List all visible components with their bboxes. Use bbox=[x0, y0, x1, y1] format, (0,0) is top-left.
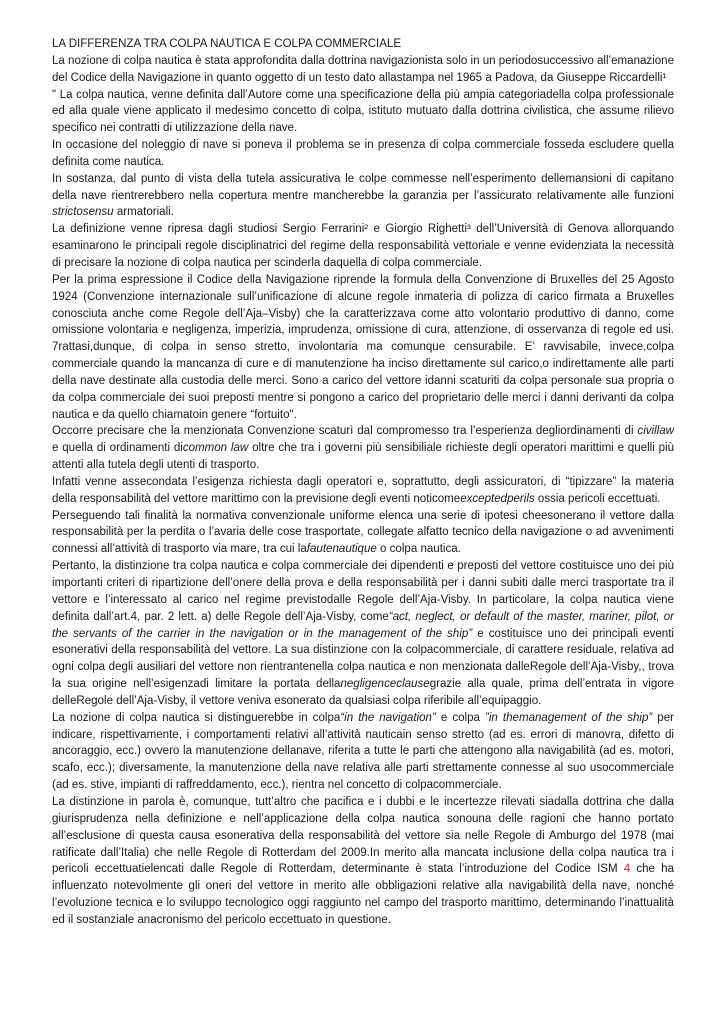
text-run: Pertanto, la distinzione tra colpa nautica e colpa commerciale dei dipendenti e preposti del vettore costituisce uno dei più importanti criteri di ripartizione dell’onere della prova e della responsabilità per i danni subiti dalle merci trasportate tra il vettore e l’interessato al carico nel regime previstodalle Regole dell’Aja-Visby. In particolare, la colpa nautica viene definita dall’art.4, par. 2 lett. a) delle Regole dell’Aja-Visby, come bbox=[52, 560, 674, 623]
text-run: grazie alla quale, prima dell’entrata in vigore delleRegole dell’Aja-Visby, il vettore veniva esonerato da qualsiasi colpa riferibile all’equipaggio. bbox=[52, 678, 674, 707]
text-run: oltre che tra i governi più sensibiliale richieste degli operatori marittimi e quelli più attenti alla tutela degli utenti di trasporto. bbox=[52, 442, 675, 472]
text-run: per indicare, rispettivamente, i comportamenti relativi all’attività nauticain senso stretto (ad es. errori di manovra, difetto di ancoraggio, ecc.) ovvero la manutenzione dellanave, riferita a tutte le parti che attengono alla navigabilità (ad es. motori, scafo, ecc.); diversamente, la manutenzione della nave relativa alle parti strettamente connesse al suo usocommerciale (ad es. stive, impianti di raffreddamento, ecc.), rientra nel concetto di colpacommerciale. bbox=[52, 711, 674, 792]
text-run: e costituisce uno dei principali eventi esonerativi della responsabilità del vettore. La sua distinzione con la colpacommerciale, di carattere residuale, relativa ad ogni colpa degli ausiliari del vettore non rientrantenella colpa nautica e non menzionata dalleRegole dell’Aja-Visby,, trova la sua origine nell’esigenzadi limitare la portata della bbox=[52, 627, 674, 691]
italic-quote: “in the navigation” bbox=[340, 711, 436, 724]
italic-quote: ”in themanagement of the ship” bbox=[485, 711, 653, 724]
paragraph bbox=[52, 558, 674, 710]
paragraph bbox=[52, 794, 674, 929]
paragraph bbox=[52, 710, 674, 794]
text-run: o colpa nautica. bbox=[376, 543, 461, 556]
text-run: La distinzione in parola è, comunque, tutt’altro che pacifica e i dubbi e le incertezze rilevati siadalla dottrina che dalla giurisprudenza nella definizione e nell’applicazione della colpa nautica sonouna delle ragioni che hanno portato all’esclusione di questa causa esonerativa della responsabilità del vettore sia nelle Regole di Amburgo del 1978 (mai ratificate dall’Italia) che nelle Regole di Rotterdam del 2009.In merito alla mancata inclusione della colpa nautica tra i pericoli eccettuatielencati dalle Regole di Rotterdam, determinante è stata l’introduzione del Codice ISM bbox=[52, 795, 674, 876]
paragraph: La nozione di colpa nautica è stata approfondita dalla dottrina navigazionista solo in un periodosuccessivo all’emanazione del Codice della Navigazione in quanto oggetto di un testo dato allastampa nel 1965 a Padova, da Giuseppe Riccardelli¹ bbox=[52, 54, 675, 84]
italic-term: civillaw bbox=[637, 425, 674, 438]
text-run: e colpa bbox=[435, 711, 486, 724]
text-run: Infatti venne assecondata l’esigenza richiesta dagli operatori e, soprattutto, degli assicuratori, di “tipizzare” la materia della responsabilità del vettore marittimo con la previsione degli eventi noticome bbox=[52, 475, 674, 505]
paragraph: " La colpa nautica, venne definita dall’Autore come una specificazione della più ampia categoriadella colpa professionale ed alla quale viene applicato il medesimo concetto di colpa, istituto mutuato dalla dottrina civilistica, che assume rilievo specifico nei contratti di utilizzazione della nave. bbox=[52, 88, 674, 135]
document-page bbox=[52, 36, 674, 929]
text-run: ossia pericoli eccettuati. bbox=[534, 492, 661, 505]
paragraph: La definizione venne ripresa dagli studiosi Sergio Ferrarini² e Giorgio Righetti³ dell’Università di Genova allorquando esaminarono le principali regole disciplinatrici del regime della responsabilità vettoriale e venne evidenziata la necessità di precisare la nozione di colpa nautica per scinderla daquella di colpa commerciale. bbox=[52, 223, 674, 269]
text-run: che ha influenzato notevolmente gli oneri del vettore in merito alle obbligazioni relative alla navigabilità della nave, nonché l’evoluzione tecnica e lo sviluppo tecnologico oggi raggiunto nel campo del trasporto marittimo, determinando l’inattualità ed il sostanziale anacronismo del pericolo eccettuato in questione. bbox=[52, 863, 674, 926]
italic-term: exceptedperils bbox=[460, 492, 535, 505]
paragraph bbox=[52, 423, 674, 474]
italic-quote: “act, neglect, or default of the master, mariner, pilot, or the servants of the carrier in the navigation or in the management of the ship” bbox=[52, 610, 674, 640]
italic-term: strictosensu bbox=[52, 206, 114, 219]
text-run: e quella di ordinamenti di bbox=[52, 442, 183, 455]
text-run: armatoriali. bbox=[113, 206, 174, 219]
text-run: La nozione di colpa nautica si distinguerebbe in colpa bbox=[52, 711, 341, 724]
text-run: Perseguendo tali finalità la normativa convenzionale uniforme elenca una serie di ipotesi cheesonerano il vettore dalla responsabilità per la perdita o l’avaria delle cose trasportate, collegate alfatto tecnico della navigazione o ad avvenimenti connessi all’attività di trasporto via mare, tra cui la bbox=[52, 509, 674, 556]
document-title: LA DIFFERENZA TRA COLPA NAUTICA E COLPA COMMERCIALE bbox=[52, 38, 402, 50]
paragraph: Per la prima espressione il Codice della Navigazione riprende la formula della Convenzione di Bruxelles del 25 Agosto 1924 (Convenzione internazionale sull’unificazione di alcune regole inmateria di polizza di carico firmata a Bruxelles conosciuta anche come Regole dell’Aja–Visby) che la caratterizzava come atto volontario produttivo di danno, come omissione volontaria e negligenza, imperizia, imprudenza, omissione di cura, attenzione, di osservanza di regole ed usi. 7rattasi,dunque, di colpa in senso stretto, involontaria ma comunque censurabile. E’ ravvisabile, invece,colpa commerciale quando la mancanza di cure e di manutenzione ha inciso direttamente sul carico,o indirettamente alle parti della nave destinate alla custodia delle merci. Sono a carico del vettore idanni scaturiti da colpa personale sua propria o da colpa commerciale dei suoi preposti mentre si pongono a carico del proprietario delle merci i danni derivanti da colpa nautica e da quello chiamatoin genere “fortuito". bbox=[52, 273, 674, 421]
footnote-reference[interactable]: 4 bbox=[623, 863, 631, 876]
italic-term: fautenautique bbox=[306, 543, 377, 556]
paragraph bbox=[52, 474, 674, 508]
paragraph bbox=[52, 508, 674, 559]
paragraph: In occasione del noleggio di nave si poneva il problema se in presenza di colpa commerciale fosseda escludere quella definita come nautica. bbox=[52, 139, 674, 168]
text-run: In sostanza, dal punto di vista della tutela assicurativa le colpe commesse nell’esperimento dellemansioni di capitano della nave rientrerebbero nella copertura mentre mancherebbe la garanzia per l’assicurato relativamente alle funzioni bbox=[52, 172, 674, 202]
italic-term: common law bbox=[182, 442, 249, 455]
paragraph bbox=[52, 171, 674, 222]
text-run: Occorre precisare che la menzionata Convenzione scaturì dal compromesso tra l’esperienza degliordinamenti di bbox=[52, 425, 638, 438]
italic-term: negligenceclause bbox=[340, 678, 430, 691]
